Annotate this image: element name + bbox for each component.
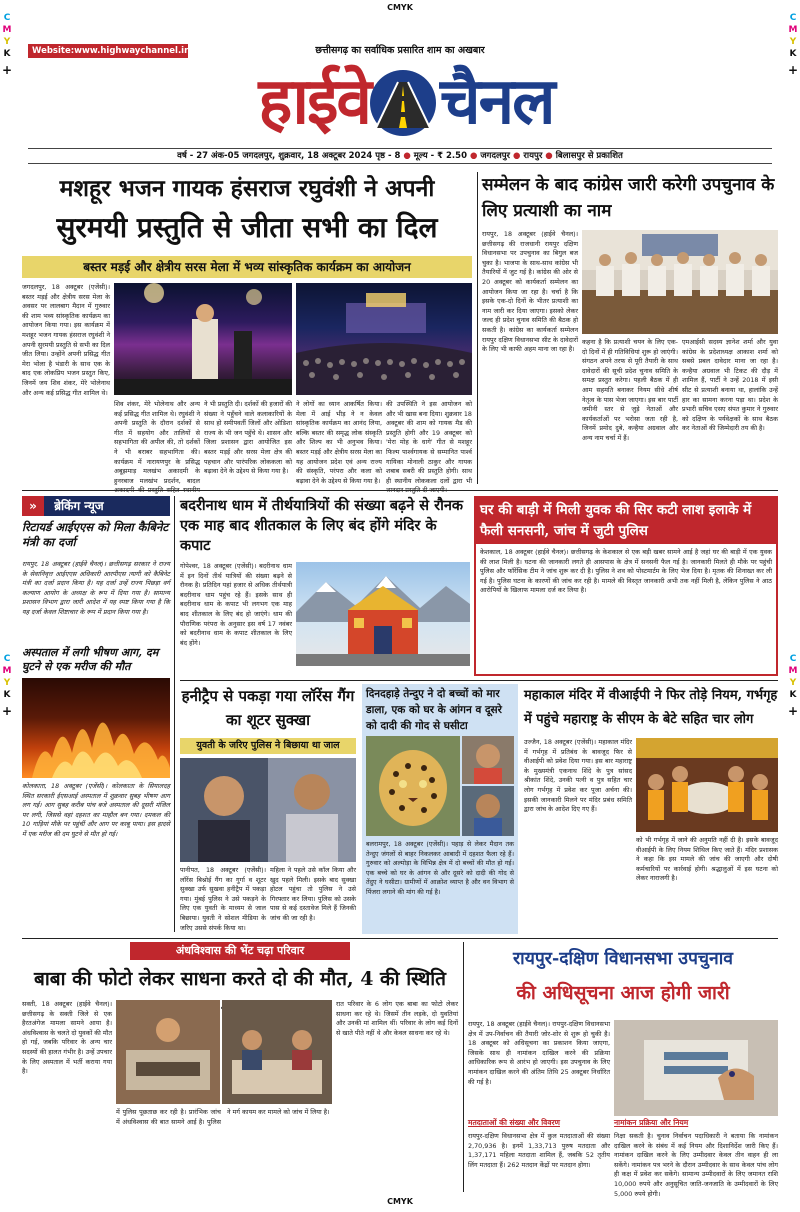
reg-plus: + [788, 63, 799, 77]
lawrence-col-2: महिला ने पहले उसे कॉल किया और खुद पहले मिली। इसके बाद सुक्खा होटल पहुंचा तो पुलिस ने उसे गिरफ्तार कर लिया। पुलिस को उसके पास से कई दस्तावेज मिले हैं जिनकी जांच की जा रही है। [270, 866, 356, 923]
superstition-col-2: रात परिवार के 6 लोग एक बाबा का फोटो लेकर साधना कर रहे थे। जिसमें तीन लड़के, दो युवतियां और उनकी मां शामिल थीं। परिवार के लोग कई दिनों से खाते पीते नहीं थे और केवल साधना कर रहे थे। [336, 1000, 458, 1037]
leopard-headline: दिनदहाड़े तेन्दुए ने दो बच्चों को मार डाला, एक को घर के आंगन व दूसरे को दादी की गोद से घसीटा [366, 688, 502, 732]
dateline-city1: जगदलपुर [480, 151, 511, 161]
mahakal-headline: महाकाल मंदिर में वीआईपी ने फिर तोड़े नियम, गर्भगृह में पहुंचे महाराष्ट्र के सीएम के बेटे सहित चार लोग [524, 688, 778, 727]
byelection-subhead-1: मतदाताओं की संख्या और विवरण [468, 1118, 560, 1127]
reg-m: M [2, 666, 12, 676]
reg-k: K [789, 49, 797, 59]
child-photo-2 [462, 786, 514, 836]
byelection-subhead-2: नामांकन प्रक्रिया और नियम [614, 1118, 689, 1127]
superstition-photo-2 [222, 1000, 332, 1104]
reg-m: M [788, 666, 798, 676]
mahakal-col-1: उज्जैन, 18 अक्टूबर (एजेंसी)। महाकाल मंदिर में गर्भगृह में प्रतिबंध के बावजूद फिर से वीआईपी को प्रवेश दिया गया। इस बार महाराष्ट्र के मुख्यमंत्री एकनाथ शिंदे के पुत्र सांसद श्रीकांत शिंदे, उनकी पत्नी व पुत्र सहित चार लोग गर्भगृह में प्रवेश कर पूजा अर्चना की। इसकी जानकारी मिलने पर मंदिर प्रबंध समिति द्वारा जांच के आदेश दिए गए हैं। [524, 738, 632, 814]
breaking-item1-text: रायपुर, 18 अक्टूबर (हाईवे चैनल)। छत्तीसगढ़ सरकार ने राज्य के सेवानिवृत्त आईएएस अधिकारी आरपीएस त्यागी को कैबिनेट मंत्री का दर्जा प्रदान किया है। यह दर्जा उन्हें राज्य पिछड़ा वर्ग कल्याण आयोग के अध्यक्ष के रूप में दिया गया है। सामान्य प्रशासन विभाग द्वारा जारी आदेश में यह स्पष्ट किया गया है कि यह दर्जा केवल शिष्टाचार के रूप में प्रदान किया गया है। [22, 560, 170, 617]
registration-right-mid [788, 655, 798, 725]
logo-title-left: हाईवे [258, 65, 370, 139]
lead-photo-singer [114, 283, 292, 395]
superstition-col-1: सक्ती, 18 अक्टूबर (हाईवे चैनल)। छत्तीसगढ़ के सक्ती जिले से एक हैरतअंगेज मामला सामने आया है। अंधविश्वास के चलते दो युवकों की मौत हो गई, जबकि परिवार के अन्य चार सदस्यों की हालत गंभीर है। उन्हें उपचार के लिए अस्पताल में भर्ती कराया गया है। [22, 1000, 112, 1076]
breaking-item2-text: कोलकाता, 18 अक्टूबर (एजेंसी)। कोलकाता के सियालदह स्थित सरकारी ईएसआई अस्पताल में शुक्रवार सुबह भीषण आग लग गई। आग सुबह करीब पांच बजे अस्पताल की दूसरी मंजिल पर लगी, जिससे वहां दहशत का माहौल बन गया। दमकल की 10 गाड़ियां मौके पर पहुंचीं और आग पर काबू पाया। इस हादसे में एक मरीज की दम घुटने से मौत हो गई। [22, 782, 170, 839]
lead-subhead-bar: बस्तर मड़ई और क्षेत्रीय सरस मेला में भव्य सांस्कृतिक कार्यक्रम का आयोजन [22, 256, 472, 278]
column-rule [477, 172, 478, 484]
lawrence-subhead: युवती के जरिए पुलिस ने बिछाया था जाल [180, 738, 356, 754]
byelection-headline-line2: की अधिसूचना आज होगी जारी [516, 982, 730, 1004]
superstition-photo-1 [116, 1000, 220, 1104]
section-rule [180, 680, 778, 681]
double-chevron-icon: » [22, 496, 44, 516]
reg-c: C [3, 13, 11, 23]
lead-headline-line1: मशहूर भजन गायक हंसराज रघुवंशी ने अपनी [59, 175, 435, 202]
crime-text: केशकाल, 18 अक्टूबर (हाईवे चैनल)। छत्तीसगढ़ के केशकाल से एक बड़ी खबर सामने आई है जहां घर की बाड़ी में एक युवक की लाश मिली है। घटना की जानकारी लगते ही आसपास के क्षेत्र में सनसनी फैल गई है। जानकारी मिलते ही मौके पर पहुंची पुलिस और फॉरेंसिक टीम ने जांच शुरू कर दी है। पुलिस ने शव को पोस्टमार्टम के लिए भेज दिया है। मृतक की शिनाख्त कर ली गई है। पुलिस घटना के कारणों की जांच कर रही है। मामले की विस्तृत जानकारी अभी तक नहीं मिली है, लेकिन पुलिस ने आठ आरोपियों के खिलाफ मामला दर्ज कर लिया है। [480, 548, 772, 595]
section-rule [22, 490, 778, 491]
superstition-col-mid: में पुलिस पूछताछ कर रही है। प्रारंभिक जांच में अंधविश्वास की बात सामने आई है। पुलिस ने मर्ग कायम कर मामले को जांच में लिया है। [116, 1108, 330, 1126]
registration-top [0, 4, 800, 12]
child-photo-1 [462, 736, 514, 784]
lead-photo-crowd [296, 283, 472, 395]
column-rule [463, 942, 464, 1192]
lead-col-5: की उपस्थिति ने इस आयोजन को और भी खास बना दिया। शुक्रवार 18 अक्टूबर की शाम को गायक मैड की प्रस्तुति होगी और 19 अक्टूबर को 'मेरा मोह के धागे' गीत से मशहूर फिल्म पार्श्वगायक से सम्मानित पार्श्व गायिका मोनाली ठाकुर और गायक शबाब सबरी की प्रस्तुति होगी। साथ ही स्थानीय लोककला दलों द्वारा भी [386, 400, 472, 485]
leopard-photo [366, 736, 460, 836]
road-highway-icon [368, 68, 438, 138]
byelection-headline-line1: रायपुर-दक्षिण विधानसभा उपचुनाव [513, 949, 733, 969]
reg-y: Y [789, 37, 797, 47]
breaking-item1-headline: रिटायर्ड आईएएस को मिला कैबिनेट मंत्री का दर्जा [22, 520, 169, 549]
dateline-price: मूल्य - ₹ 2.50 [413, 151, 467, 161]
fire-photo [22, 678, 170, 778]
masthead-logo [150, 58, 650, 146]
superstition-label: अंधविश्वास की भेंट चढ़ा परिवार [130, 942, 350, 960]
lawrence-col-1: पानीपत, 18 अक्टूबर (एजेंसी)। लॉरेंस बिश्नोई गैंग का गुर्गा व शूटर सुक्खा उर्फ सुखवा हनीट्रैप में पकड़ा गया। मुंबई पुलिस ने उसे पकड़ने के लिए एक युवती के माध्यम से जाल बिछाया। युवती ने सोशल मीडिया के जरिए उससे संपर्क किया था। [180, 866, 266, 932]
byelection-col-2: निक्षा सकती है। चुनाव निर्वाचन पदाधिकारी ने बताया कि नामांकन दाखिल करने के संबंध में कई नियम और दिशानिर्देश जारी किए हैं। नामांकन दाखिल करने के लिए उम्मीदवार केवल तीन वाहन ही ला सकेंगे। नामांकन पत्र भरने के दौरान उम्मीदवार के साथ केवल पांच लोग ही कक्ष में प्रवेश कर सकेंगे। सामान्य उम्मीदवारों के लिए जमानत राशि 10,000 रुपये और अनुसूचित जाति-जनजाति के उम्मीदवारों के लिए 5,000 रुपये होगी। [614, 1132, 778, 1198]
reg-m: M [2, 25, 12, 35]
reg-c: C [789, 13, 797, 23]
tagline: छत्तीसगढ़ का सर्वाधिक प्रसारित शाम का अखबार [315, 45, 485, 56]
reg-m: M [788, 25, 798, 35]
badrinath-headline: बदरीनाथ धाम में तीर्थयात्रियों की संख्या बढ़ने से रौनक एक माह बाद शीतकाल के लिए बंद होंगे मंदिर के कपाट [180, 497, 464, 554]
superstition-headline: बाबा की फोटो लेकर साधना करते दो की मौत, 4 की स्थिति [33, 968, 447, 990]
reg-plus: + [2, 704, 13, 718]
reg-y: Y [3, 37, 11, 47]
badrinath-text: गोपेश्वर, 18 अक्टूबर (एजेंसी)। बदरीनाथ धाम में इन दिनों तीर्थ यात्रियों की संख्या बढ़ने से रौनक है। प्रतिदिन यहां हजार से अधिक तीर्थयात्री बदरीनाथ धाम पहुंच रहे हैं। इसके साथ ही बदरीनाथ धाम के कपाट भी लगभग एक माह बाद शीतकाल के लिए बंद हो जाएंगे। धाम की पौराणिक परंपरा के अनुसार इस वर्ष 17 नवंबर को बदरीनाथ धाम के कपाट शीतकाल के लिए बंद होंगे। [180, 562, 292, 647]
lead-col-2: शिव शंकर, मेरे भोलेनाथ और अन्य कई प्रसिद्ध गीत शामिल थे। रघुवंशी ने अपनी प्रस्तुति के दौरान दर्शकों से गीत में सहयोग और तालियों से सहभागिता की अपील की, तो दर्शकों ने भी बराबर सहभागिता की। कार्यक्रम में नारायणपुर के प्रसिद्ध अबूझमाड़ मलखंभ अकादमी के हुनरबाज मलखंभ प्रदर्शन, बादल [114, 400, 200, 485]
reg-plus: + [2, 63, 13, 77]
reg-y: Y [3, 678, 11, 688]
byelection-col-1b: रायपुर-दक्षिण विधानसभा क्षेत्र में कुल मतदाताओं की संख्या 2,70,936 है। इनमें 1,33,713 पुरुष मतदाता और 1,37,171 महिला मतदाता शामिल हैं, जबकि 52 तृतीय लिंग मतदाता हैं। 262 मतदान केंद्रों पर मतदान होगा। [468, 1132, 610, 1169]
dateline-city2: रायपुर [523, 151, 543, 161]
registration-left-top [2, 14, 12, 84]
lawrence-headline: हनीट्रैप से पकड़ा गया लॉरेंस गैंग का शूटर सुक्खा [181, 687, 355, 729]
congress-photo-meeting [582, 230, 778, 334]
dateline-issue: वर्ष - 27 अंक-05 जगदलपुर, शुक्रवार, 18 अक्टूबर 2024 पृष्ठ - 8 [177, 151, 401, 161]
logo-title-right: चैनल [440, 65, 554, 139]
reg-k: K [3, 49, 11, 59]
mahakal-temple-photo [636, 738, 778, 832]
lead-col-3: ने भी प्रस्तुति दी। दर्शकों की हजारों की संख्या ने पहुँचने वाले कलाकारियों के साथ हो समीपवर्ती जिलों और ओडिशा राज्य के भी जन पहुँचे थे। शासन और जिला प्रशासन द्वारा आयोजित इस बस्तर मड़ई और सरस मेला क्षेत्र की पहचान और पारंपरिक लोककला को बढ़ावा देने के उद्देश्य से किया गया है। [204, 400, 292, 476]
leopard-story-box [362, 684, 518, 934]
website-banner[interactable] [28, 44, 191, 58]
reg-c: C [789, 654, 797, 664]
congress-headline: सम्मेलन के बाद कांग्रेस जारी करेगी उपचुनाव के लिए प्रत्याशी का नाम [482, 175, 775, 221]
lead-col-1: जगदलपुर, 18 अक्टूबर (एजेंसी)। बस्तर मड़ई और क्षेत्रीय सरस मेला के अवसर पर लालबाग मैदान में गुरुवार की शाम भव्य सांस्कृतिक कार्यक्रम का आयोजन किया गया। इस कार्यक्रम में मशहूर भजन गायक हंसराज रघुवंशी ने अपनी सुरमयी प्रस्तुति से सभी का दिल जीत लिया। उन्होंने अपनी प्रसिद्ध गीत मेरा भोला है भंडारी के साथ एक के बाद एक लोकप्रिय भजन प्रस्तुत किए, जिनमें जय शिव शंकर, मेरे भोलेनाथ और अन्य कई प्रसिद्ध गीत शामिल थे। [22, 283, 110, 397]
dateline-city3: बिलासपुर से प्रकाशित [555, 151, 623, 161]
crime-story-box [474, 496, 778, 676]
section-rule [22, 938, 778, 939]
cmyk-bottom-label: CMYK [387, 1197, 413, 1206]
breaking-news-label: ब्रेकिंग न्यूज [54, 499, 104, 513]
registration-right-top [788, 14, 798, 84]
column-rule [174, 496, 175, 932]
reg-c: C [3, 654, 11, 664]
reg-k: K [3, 690, 11, 700]
reg-y: Y [789, 678, 797, 688]
crime-headline: घर की बाड़ी में मिली युवक की सिर कटी लाश इलाके में फैली सनसनी, जांच में जुटी पुलिस [476, 498, 776, 544]
voting-photo [614, 1020, 778, 1116]
leopard-text: बलरामपुर, 18 अक्टूबर (एजेंसी)। पहाड़ से लेकर मैदान तक तेन्दुए जंगलों से बाहर निकलकर आबादी में दहशत फैला रहे हैं। गुरुवार को अल्मोड़ा के विभिन्न क्षेत्र में दो बच्चों की मौत हो गई। एक बच्चे को घर के आंगन से और दूसरे को दादी की गोद से तेंदुए ने घसीटा। ग्रामीणों में आक्रोश व्याप्त है और वन विभाग से पिंजरा लगाने की मांग की गई है। [366, 840, 514, 897]
registration-left-mid [2, 655, 12, 725]
website-link[interactable]: Website:www.highwaychannel.in [32, 46, 191, 56]
lead-headline-line2: सुरमयी प्रस्तुति से जीता सभी का दिल [56, 211, 438, 244]
congress-col-1: रायपुर, 18 अक्टूबर (हाईवे चैनल)। छत्तीसगढ़ की राजधानी रायपुर दक्षिण विधानसभा पर उपचुनाव का बिगुल बज चुका है। भाजपा के साथ-साथ कांग्रेस भी तैयारियों में जुट गई है। कांग्रेस की ओर से 20 अक्टूबर को कार्यकर्ता सम्मेलन का आयोजन किया जा रहा है। चर्चा है कि इसके एक-दो दिनों के भीतर प्रत्याशी का नाम जारी कर दिया जाएगा। इसको लेकर जल्द ही प्रदेश चुनाव समिति की बैठक हो सकती है। कांग्रेस का कार्यकर्ता सम्मेलन रायपुर दक्षिण विधानसभा सीट के दावेदारों के लिए भी काफी अहम माना जा रहा है। [482, 230, 578, 354]
lawrence-photo [180, 758, 356, 862]
mahakal-col-2: को भी गर्भगृह में जाने की अनुमति नहीं दी है। इसके बावजूद वीआईपी के लिए नियम शिथिल किए जाते हैं। मंदिर प्रशासक ने कहा कि इस मामले की जांच की जाएगी और दोषी कर्मचारियों पर कार्रवाई होगी। श्रद्धालुओं में इस घटना को लेकर नाराजगी है। [636, 836, 778, 883]
breaking-item2-headline: अस्पताल में लगी भीषण आग, दम घुटने से एक मरीज की मौत [22, 646, 159, 674]
byelection-headline [468, 942, 778, 1016]
registration-bottom [0, 1198, 800, 1206]
lead-story-headline [22, 170, 472, 250]
congress-col-2: कहना है कि प्रत्याशी चयन के लिए एक-दो दिनों में ही गतिविधियां शुरू हो जाएंगी। संगठन अपने तरफ से पूरी तैयारी के साथ दावेदारों की सूची प्रदेश चुनाव समिति के समक्ष प्रस्तुत करेगा। पहली बैठक में ही आम सहमति बनाकर नियम सीधे शीर्ष नेतृत्व के पास भेजा जाएगा। इस बार पार्टी जमीनी स्तर से जुड़े नेताओं और कार्यकर्ताओं पर भरोसा जता रही है, जिनमें प्रमोद दुबे, कन्हैया अग्रवाल और अन्य नाम चर्चा में हैं। [582, 338, 678, 443]
reg-k: K [789, 690, 797, 700]
lead-col-4: ने लोगों का ध्यान आकर्षित किया। मेला में आई भीड़ ने न केवल सांस्कृतिक कार्यक्रम का आनंद लिया, बल्कि बस्तर की समृद्ध लोक संस्कृति और शिल्प का भी अनुभव किया। बस्तर मड़ई और क्षेत्रीय सरस मेला का यह आयोजन प्रदेश एवं अन्य राज्य की संस्कृति, परंपरा और कला को बढ़ावा देने के उद्देश्य से किया गया है। [296, 400, 382, 485]
cmyk-top-label: CMYK [387, 3, 413, 12]
badrinath-temple-photo [296, 562, 470, 666]
congress-col-3: एमआईसी सदस्य ज्ञानेश शर्मा और युवा कांग्रेस के प्रदेशाध्यक्ष आकाश शर्मा को सबसे प्रबल दावेदार माना जा रहा है। कन्हैया अग्रवाल भी टिकट की दौड़ में शामिल हैं, पार्टी ने उन्हें 2018 में इसी सीट से प्रत्याशी बनाया था, हालांकि उन्हें हार का सामना करना पड़ा था। प्रदेश के प्रभारी सचिव एसए संपत कुमार ने गुरुवार को दक्षिण के पर्यवेक्षकों के साथ बैठक कर नेताओं की जिम्मेदारी तय की है। [682, 338, 778, 433]
dateline: वर्ष - 27 अंक-05 जगदलपुर, शुक्रवार, 18 अक्टूबर 2024 पृष्ठ - 8 ● मूल्य - ₹ 2.50 ● जगदलपुर ● रायपुर ● बिलासपुर से प्रकाशित [28, 148, 772, 164]
reg-plus: + [788, 704, 799, 718]
breaking-news-badge [22, 496, 170, 516]
byelection-col-1: रायपुर, 18 अक्टूबर (हाईवे चैनल)। रायपुर-दक्षिण विधानसभा क्षेत्र में उप-निर्वाचन की तैयारी जोर-शोर से शुरू हो चुकी है। 18 अक्टूबर को अधिसूचना का प्रकाशन किया जाएगा, जिसके साथ ही नामांकन दाखिल करने की प्रक्रिया आधिकारिक रूप से आरंभ हो जाएगी। इस उपचुनाव के लिए नामांकन दाखिल करने की अंतिम तिथि 25 अक्टूबर निर्धारित की गई है। [468, 1020, 610, 1086]
